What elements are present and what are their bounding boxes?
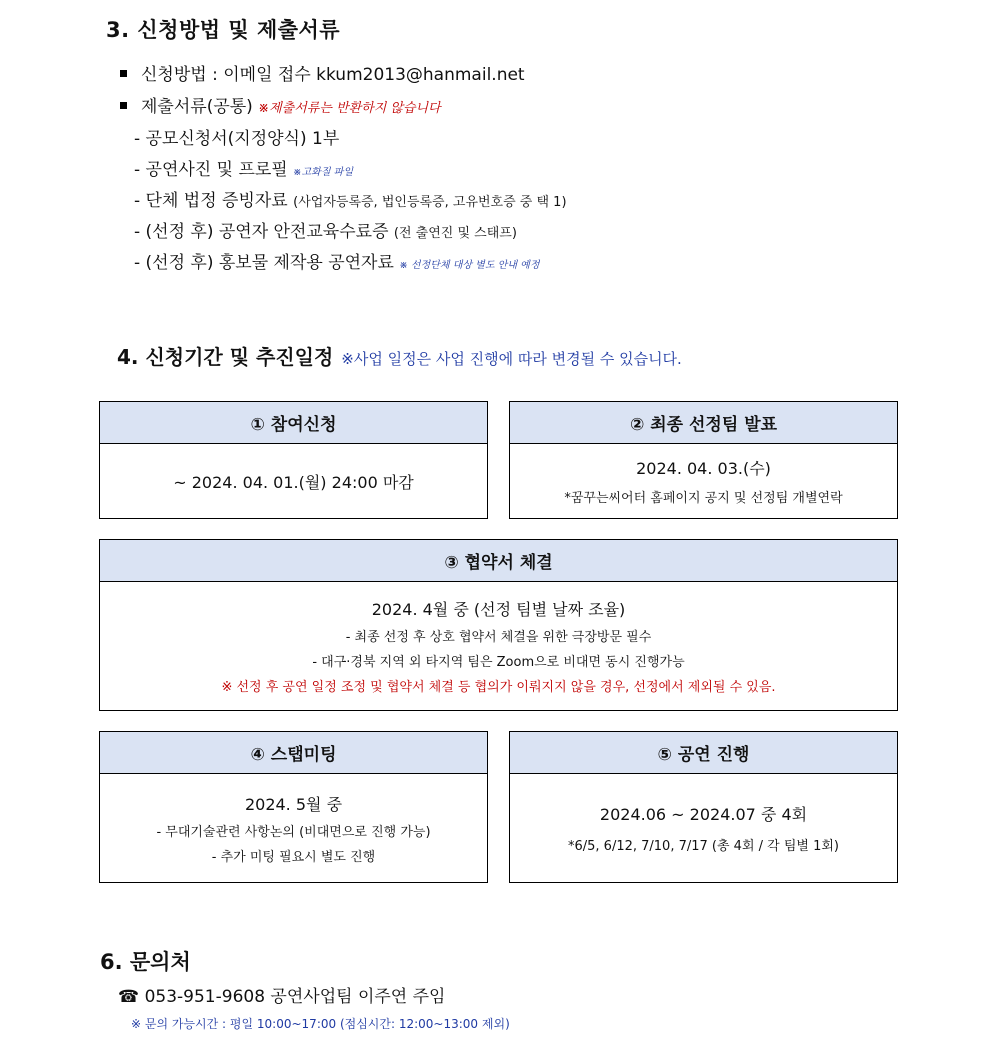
doc-item-text: - (선정 후) 공연자 안전교육수료증 <box>134 222 389 242</box>
phone-icon: ☎ <box>118 987 140 1007</box>
section6-title: 6. 문의처 <box>100 950 191 974</box>
contact-hours: ※ 문의 가능시간 : 평일 10:00~17:00 (점심시간: 12:00~13:00 제외) <box>131 1017 510 1031</box>
doc-item-note: ※고화질 파일 <box>293 167 353 178</box>
contact-text: 053-951-9608 공연사업팀 이주연 주임 <box>144 987 446 1007</box>
step3-line2: - 대구·경북 지역 외 타지역 팀은 Zoom으로 비대면 동시 진행가능 <box>312 655 685 670</box>
doc-item-text: - (선정 후) 홍보물 제작용 공연자료 <box>134 253 394 273</box>
step4-line2: - 추가 미팅 필요시 별도 진행 <box>211 849 376 865</box>
bullet-square-icon <box>120 70 127 77</box>
doc-item-text: - 공연사진 및 프로필 <box>134 160 288 180</box>
contact-line <box>118 982 445 1007</box>
doc-item <box>134 155 353 180</box>
docs-item <box>120 92 441 117</box>
step4-title: ④ 스탭미팅 <box>100 732 487 774</box>
step2-title: ② 최종 선정팀 발표 <box>510 402 897 444</box>
step2-main: 2024. 04. 03.(수) <box>636 459 771 478</box>
doc-item-text: - 단체 법정 증빙자료 <box>134 191 288 211</box>
step1-main: ~ 2024. 04. 01.(월) 24:00 마감 <box>173 472 414 492</box>
step2-box <box>509 401 898 519</box>
step1-box <box>99 401 488 519</box>
step4-box <box>99 731 488 883</box>
step5-main: 2024.06 ~ 2024.07 중 4회 <box>599 805 808 824</box>
step4-line1: - 무대기술관련 사항논의 (비대면으로 진행 가능) <box>156 824 431 840</box>
section4-title-text: 4. 신청기간 및 추진일정 <box>117 345 334 369</box>
section4-title <box>117 341 682 370</box>
section4-note: ※사업 일정은 사업 진행에 따라 변경될 수 있습니다. <box>341 350 682 368</box>
step2-sub: *꿈꾸는씨어터 홈페이지 공지 및 선정팀 개별연락 <box>564 491 843 506</box>
doc-item <box>134 186 567 211</box>
doc-item <box>134 124 339 149</box>
step5-sub: *6/5, 6/12, 7/10, 7/17 (총 4회 / 각 팀별 1회) <box>567 839 839 854</box>
doc-item <box>134 248 540 273</box>
doc-item <box>134 217 517 242</box>
bullet-square-icon <box>120 102 127 109</box>
step3-main: 2024. 4월 중 (선정 팀별 날짜 조율) <box>371 600 626 619</box>
method-item <box>120 60 525 85</box>
step3-warning: ※ 선정 후 공연 일정 조정 및 협약서 체결 등 협의가 이뤄지지 않을 경우, 선정에서 제외될 수 있음. <box>221 680 776 695</box>
step3-box <box>99 539 898 711</box>
step3-line1: - 최종 선정 후 상호 협약서 체결을 위한 극장방문 필수 <box>345 630 652 645</box>
doc-item-small: (사업자등록증, 법인등록증, 고유번호증 중 택 1) <box>293 195 567 210</box>
step5-box <box>509 731 898 883</box>
step3-title: ③ 협약서 체결 <box>100 540 897 582</box>
docs-note: ※제출서류는 반환하지 않습니다 <box>258 101 441 116</box>
section3-title: 3. 신청방법 및 제출서류 <box>106 18 341 42</box>
step4-main: 2024. 5월 중 <box>244 794 343 814</box>
doc-item-text: - 공모신청서(지정양식) 1부 <box>134 129 340 149</box>
doc-item-note: ※ 선정단체 대상 별도 안내 예정 <box>399 260 540 271</box>
step1-title: ① 참여신청 <box>100 402 487 444</box>
docs-label: 제출서류(공통) <box>141 97 253 117</box>
doc-item-small: (전 출연진 및 스태프) <box>393 226 517 241</box>
method-label: 신청방법 : 이메일 접수 kkum2013@hanmail.net <box>141 65 525 85</box>
step5-title: ⑤ 공연 진행 <box>510 732 897 774</box>
